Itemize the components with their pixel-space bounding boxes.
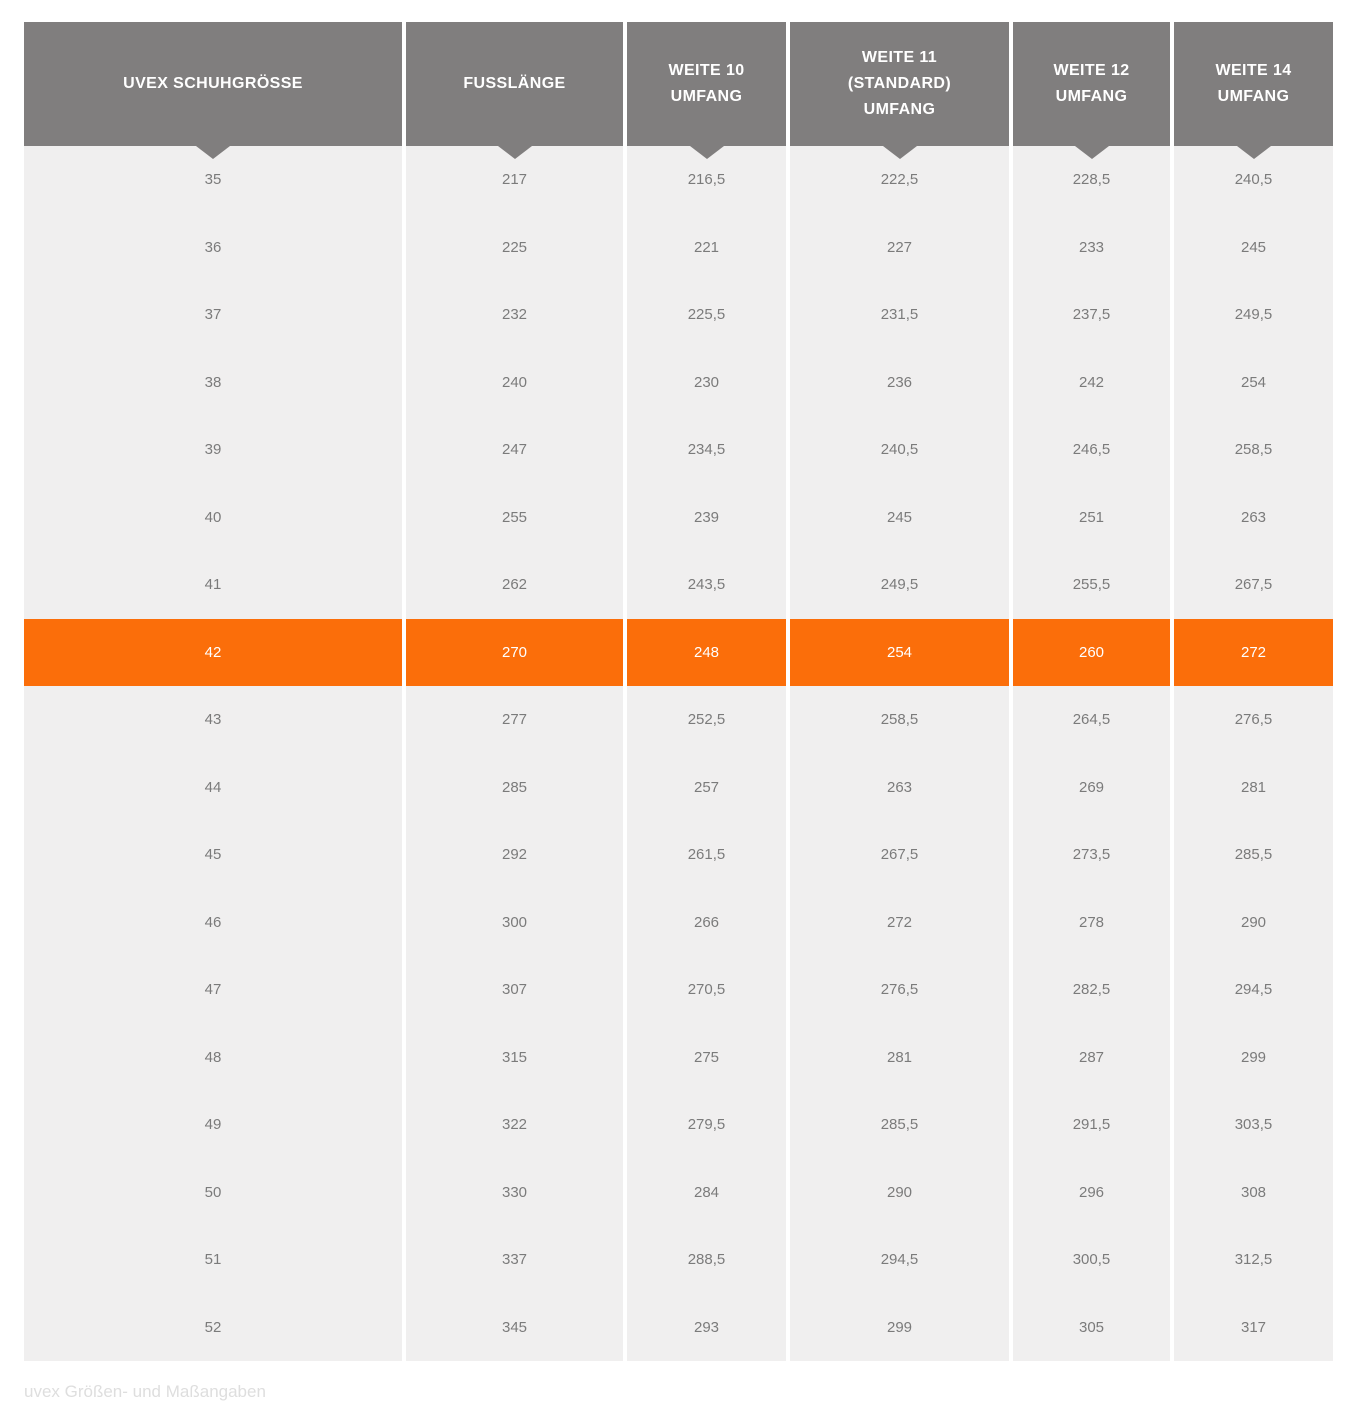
- column-header-line: WEITE 14: [1215, 62, 1292, 79]
- table-cell[interactable]: 294,5: [790, 1226, 1009, 1294]
- table-cell[interactable]: 299: [790, 1294, 1009, 1362]
- table-cell[interactable]: 46: [24, 889, 402, 957]
- table-cell[interactable]: 288,5: [627, 1226, 786, 1294]
- header-arrow-down-icon: [883, 146, 917, 159]
- table-cell[interactable]: 267,5: [1174, 551, 1333, 619]
- column-header-line: (STANDARD): [847, 75, 952, 92]
- column-header-line: WEITE 11: [861, 49, 938, 66]
- highlighted-row-cell[interactable]: 260: [1013, 619, 1170, 687]
- table-cell[interactable]: 43: [24, 686, 402, 754]
- table-cell[interactable]: 35: [24, 146, 402, 214]
- table-cell[interactable]: 290: [790, 1159, 1009, 1227]
- table-cell[interactable]: 242: [1013, 349, 1170, 417]
- table-cell[interactable]: 330: [406, 1159, 623, 1227]
- header-arrow-down-icon: [498, 146, 532, 159]
- table-cell[interactable]: 315: [406, 1024, 623, 1092]
- table-cell[interactable]: 263: [790, 754, 1009, 822]
- highlighted-row-cell[interactable]: 248: [627, 619, 786, 687]
- table-cell[interactable]: 261,5: [627, 821, 786, 889]
- table-cell[interactable]: 231,5: [790, 281, 1009, 349]
- header-arrow-down-icon: [196, 146, 230, 159]
- table-cell[interactable]: 296: [1013, 1159, 1170, 1227]
- table-cell[interactable]: 281: [1174, 754, 1333, 822]
- table-cell[interactable]: 294,5: [1174, 956, 1333, 1024]
- highlighted-row-cell[interactable]: 42: [24, 619, 402, 687]
- table-cell[interactable]: 305: [1013, 1294, 1170, 1362]
- table-cell[interactable]: 247: [406, 416, 623, 484]
- table-cell[interactable]: 270,5: [627, 956, 786, 1024]
- table-cell[interactable]: 36: [24, 214, 402, 282]
- table-cell[interactable]: 239: [627, 484, 786, 552]
- table-cell[interactable]: 345: [406, 1294, 623, 1362]
- table-cell[interactable]: 38: [24, 349, 402, 417]
- table-cell[interactable]: 278: [1013, 889, 1170, 957]
- column-header-line: UVEX SCHUHGRÖSSE: [123, 75, 303, 92]
- table-cell[interactable]: 48: [24, 1024, 402, 1092]
- table-cell[interactable]: 281: [790, 1024, 1009, 1092]
- column-header-weite-10-umfang: [627, 22, 786, 146]
- table-cell[interactable]: 51: [24, 1226, 402, 1294]
- highlighted-row-cell[interactable]: 272: [1174, 619, 1333, 687]
- table-cell[interactable]: 267,5: [790, 821, 1009, 889]
- table-cell[interactable]: 230: [627, 349, 786, 417]
- table-cell[interactable]: 285,5: [790, 1091, 1009, 1159]
- table-cell[interactable]: 273,5: [1013, 821, 1170, 889]
- table-cell[interactable]: 227: [790, 214, 1009, 282]
- table-cell[interactable]: 40: [24, 484, 402, 552]
- table-cell[interactable]: 240: [406, 349, 623, 417]
- table-cell[interactable]: 240,5: [1174, 146, 1333, 214]
- table-cell[interactable]: 258,5: [790, 686, 1009, 754]
- table-cell[interactable]: 258,5: [1174, 416, 1333, 484]
- table-cell[interactable]: 49: [24, 1091, 402, 1159]
- table-cell[interactable]: 317: [1174, 1294, 1333, 1362]
- table-cell[interactable]: 300: [406, 889, 623, 957]
- table-cell[interactable]: 237,5: [1013, 281, 1170, 349]
- table-cell[interactable]: 249,5: [790, 551, 1009, 619]
- table-cell[interactable]: 284: [627, 1159, 786, 1227]
- table-cell[interactable]: 245: [1174, 214, 1333, 282]
- table-cell[interactable]: 279,5: [627, 1091, 786, 1159]
- table-cell[interactable]: 228,5: [1013, 146, 1170, 214]
- table-cell[interactable]: 232: [406, 281, 623, 349]
- table-cell[interactable]: 221: [627, 214, 786, 282]
- table-cell[interactable]: 263: [1174, 484, 1333, 552]
- table-cell[interactable]: 257: [627, 754, 786, 822]
- table-cell[interactable]: 255: [406, 484, 623, 552]
- table-cell[interactable]: 236: [790, 349, 1009, 417]
- table-cell[interactable]: 245: [790, 484, 1009, 552]
- highlighted-row-cell[interactable]: 270: [406, 619, 623, 687]
- table-cell[interactable]: 52: [24, 1294, 402, 1362]
- header-arrow-down-icon: [690, 146, 724, 159]
- table-cell[interactable]: 39: [24, 416, 402, 484]
- table-cell[interactable]: 291,5: [1013, 1091, 1170, 1159]
- table-cell[interactable]: 282,5: [1013, 956, 1170, 1024]
- table-cell[interactable]: 246,5: [1013, 416, 1170, 484]
- column-header-line: UMFANG: [1055, 88, 1128, 105]
- table-cell[interactable]: 287: [1013, 1024, 1170, 1092]
- table-cell[interactable]: 285,5: [1174, 821, 1333, 889]
- table-cell[interactable]: 285: [406, 754, 623, 822]
- size-table: [24, 22, 1333, 1361]
- table-cell[interactable]: 300,5: [1013, 1226, 1170, 1294]
- table-cell[interactable]: 293: [627, 1294, 786, 1362]
- table-cell[interactable]: 252,5: [627, 686, 786, 754]
- table-cell[interactable]: 243,5: [627, 551, 786, 619]
- column-header-line: UMFANG: [670, 88, 743, 105]
- table-cell[interactable]: 299: [1174, 1024, 1333, 1092]
- table-cell[interactable]: 312,5: [1174, 1226, 1333, 1294]
- table-cell[interactable]: 233: [1013, 214, 1170, 282]
- table-cell[interactable]: 290: [1174, 889, 1333, 957]
- column-header-fusslaenge: [406, 22, 623, 146]
- table-cell[interactable]: 47: [24, 956, 402, 1024]
- header-arrow-down-icon: [1075, 146, 1109, 159]
- column-header-line: UMFANG: [1217, 88, 1290, 105]
- table-cell[interactable]: 41: [24, 551, 402, 619]
- table-cell[interactable]: 303,5: [1174, 1091, 1333, 1159]
- table-cell[interactable]: 44: [24, 754, 402, 822]
- table-cell[interactable]: 255,5: [1013, 551, 1170, 619]
- table-cell[interactable]: 292: [406, 821, 623, 889]
- table-cell[interactable]: 307: [406, 956, 623, 1024]
- table-cell[interactable]: 277: [406, 686, 623, 754]
- table-cell[interactable]: 216,5: [627, 146, 786, 214]
- table-cell[interactable]: 276,5: [1174, 686, 1333, 754]
- table-cell[interactable]: 254: [1174, 349, 1333, 417]
- table-cell[interactable]: 37: [24, 281, 402, 349]
- table-cell[interactable]: 272: [790, 889, 1009, 957]
- table-cell[interactable]: 50: [24, 1159, 402, 1227]
- table-cell[interactable]: 269: [1013, 754, 1170, 822]
- table-cell[interactable]: 308: [1174, 1159, 1333, 1227]
- highlighted-row-cell[interactable]: 254: [790, 619, 1009, 687]
- table-caption: uvex Größen- und Maßangaben: [24, 1382, 266, 1401]
- table-cell[interactable]: 45: [24, 821, 402, 889]
- column-header-line: WEITE 12: [1053, 62, 1130, 79]
- table-cell[interactable]: 222,5: [790, 146, 1009, 214]
- table-cell[interactable]: 225: [406, 214, 623, 282]
- table-cell[interactable]: 275: [627, 1024, 786, 1092]
- table-cell[interactable]: 262: [406, 551, 623, 619]
- table-cell[interactable]: 322: [406, 1091, 623, 1159]
- table-cell[interactable]: 225,5: [627, 281, 786, 349]
- table-cell[interactable]: 264,5: [1013, 686, 1170, 754]
- column-header-weite-12-umfang: [1013, 22, 1170, 146]
- column-header-weite-14-umfang: [1174, 22, 1333, 146]
- table-cell[interactable]: 240,5: [790, 416, 1009, 484]
- column-header-weite-11-standard-umfang: [790, 22, 1009, 146]
- table-cell[interactable]: 234,5: [627, 416, 786, 484]
- table-cell[interactable]: 276,5: [790, 956, 1009, 1024]
- header-arrow-down-icon: [1237, 146, 1271, 159]
- column-header-line: WEITE 10: [668, 62, 745, 79]
- table-cell[interactable]: 251: [1013, 484, 1170, 552]
- column-header-line: UMFANG: [863, 101, 936, 118]
- column-header-line: FUSSLÄNGE: [463, 75, 566, 92]
- table-cell[interactable]: 217: [406, 146, 623, 214]
- column-header-schuhgroesse: [24, 22, 402, 146]
- table-cell[interactable]: 249,5: [1174, 281, 1333, 349]
- table-cell[interactable]: 266: [627, 889, 786, 957]
- table-cell[interactable]: 337: [406, 1226, 623, 1294]
